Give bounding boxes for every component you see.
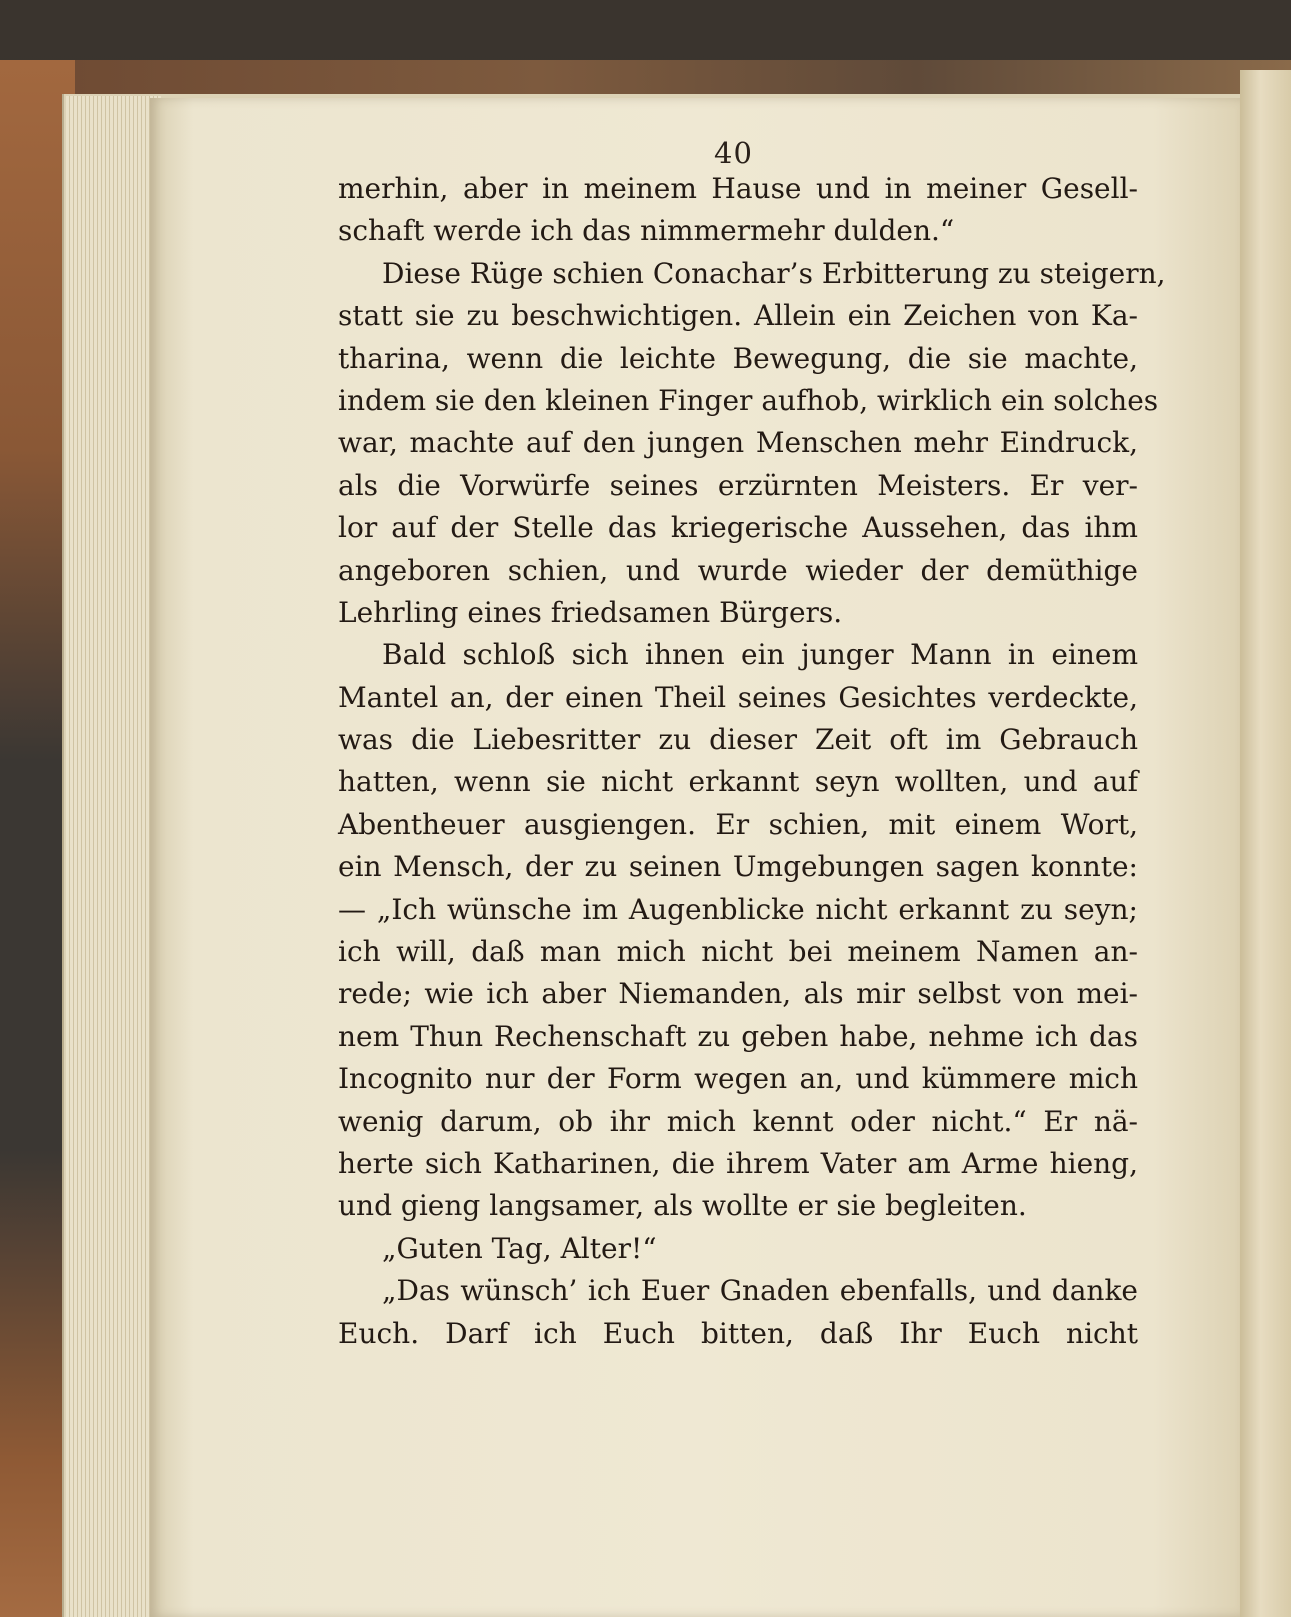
text-line-content: indem sie den kleinen Finger aufhob, wirklich ein solches <box>338 383 1159 417</box>
text-line <box>338 634 1138 676</box>
text-line <box>338 931 1138 973</box>
text-line <box>338 889 1138 931</box>
text-line-content: merhin, aber in meinem Hause und in meiner Gesell- <box>338 172 1138 205</box>
text-line <box>338 210 1138 252</box>
text-line-content: Diese Rüge schien Conachar’s Erbitterung zu steigern, <box>382 256 1166 290</box>
text-line <box>338 422 1138 464</box>
text-line <box>338 719 1138 761</box>
text-line <box>338 507 1138 549</box>
text-line-content: und gieng langsamer, als wollte er sie begleiten. <box>338 1189 1027 1223</box>
facing-page-edge <box>1240 70 1291 1617</box>
text-line-content: angeboren schien, und wurde wieder der demüthige <box>338 553 1138 587</box>
text-line <box>338 1016 1138 1058</box>
text-line-content: wenig darum, ob ihr mich kennt oder nicht.“ Er nä- <box>338 1104 1138 1138</box>
text-line <box>338 295 1138 337</box>
page-text <box>338 168 1166 1355</box>
text-line <box>338 550 1138 592</box>
text-line-content: Abentheuer ausgiengen. Er schien, mit einem Wort, <box>338 807 1138 841</box>
text-line-content: was die Liebesritter zu dieser Zeit oft im Gebrauch <box>338 723 1138 757</box>
text-line <box>338 677 1138 719</box>
text-line <box>338 592 1138 634</box>
text-line <box>338 1228 1138 1270</box>
text-line <box>338 1101 1138 1143</box>
text-line-content: ich will, daß man mich nicht bei meinem Namen an- <box>338 935 1138 969</box>
text-line <box>338 465 1138 507</box>
text-line <box>338 1270 1138 1312</box>
text-line <box>338 1058 1138 1100</box>
text-line <box>338 380 1159 422</box>
text-line-content: Euch. Darf ich Euch bitten, daß Ihr Euch nicht <box>338 1316 1138 1350</box>
text-line <box>338 973 1138 1015</box>
text-line-content: „Guten Tag, Alter!“ <box>382 1231 657 1265</box>
page-number: 40 <box>714 136 753 170</box>
text-line-content: statt sie zu beschwichtigen. Allein ein Zeichen von Ka- <box>338 299 1138 333</box>
text-line-content: als die Vorwürfe seines erzürnten Meisters. Er ver- <box>338 468 1138 502</box>
text-line-content: rede; wie ich aber Niemanden, als mir selbst von mei- <box>338 977 1138 1011</box>
text-line-content: Bald schloß sich ihnen ein junger Mann in einem <box>382 638 1138 672</box>
page-edges <box>66 96 161 1617</box>
text-line-content: Mantel an, der einen Theil seines Gesichtes verdeckte, <box>338 680 1138 714</box>
text-line-content: war, machte auf den jungen Menschen mehr Eindruck, <box>338 426 1138 460</box>
text-line <box>338 338 1138 380</box>
text-line <box>338 1143 1138 1185</box>
text-line <box>338 1185 1138 1227</box>
text-line <box>338 804 1138 846</box>
text-line-content: ein Mensch, der zu seinen Umgebungen sagen konnte: <box>338 850 1138 884</box>
text-line <box>338 168 1138 210</box>
text-line-content: nem Thun Rechenschaft zu geben habe, nehme ich das <box>338 1019 1138 1053</box>
text-line-content: schaft werde ich das nimmermehr dulden.“ <box>338 214 955 248</box>
text-line-content: tharina, wenn die leichte Bewegung, die sie machte, <box>338 341 1138 375</box>
text-line-content: — „Ich wünsche im Augenblicke nicht erkannt zu seyn; <box>338 892 1138 926</box>
text-line <box>338 846 1138 888</box>
text-line <box>338 253 1166 295</box>
text-line <box>338 761 1138 803</box>
text-line-content: hatten, wenn sie nicht erkannt seyn wollten, und auf <box>338 765 1138 799</box>
text-line <box>338 1313 1138 1355</box>
text-line-content: „Das wünsch’ ich Euer Gnaden ebenfalls, und danke <box>382 1274 1138 1308</box>
text-line-content: herte sich Katharinen, die ihrem Vater am Arme hieng, <box>338 1146 1138 1180</box>
text-line-content: Incognito nur der Form wegen an, und kümmere mich <box>338 1062 1138 1096</box>
text-line-content: Lehrling eines friedsamen Bürgers. <box>338 595 843 629</box>
text-line-content: lor auf der Stelle das kriegerische Aussehen, das ihm <box>338 511 1138 545</box>
